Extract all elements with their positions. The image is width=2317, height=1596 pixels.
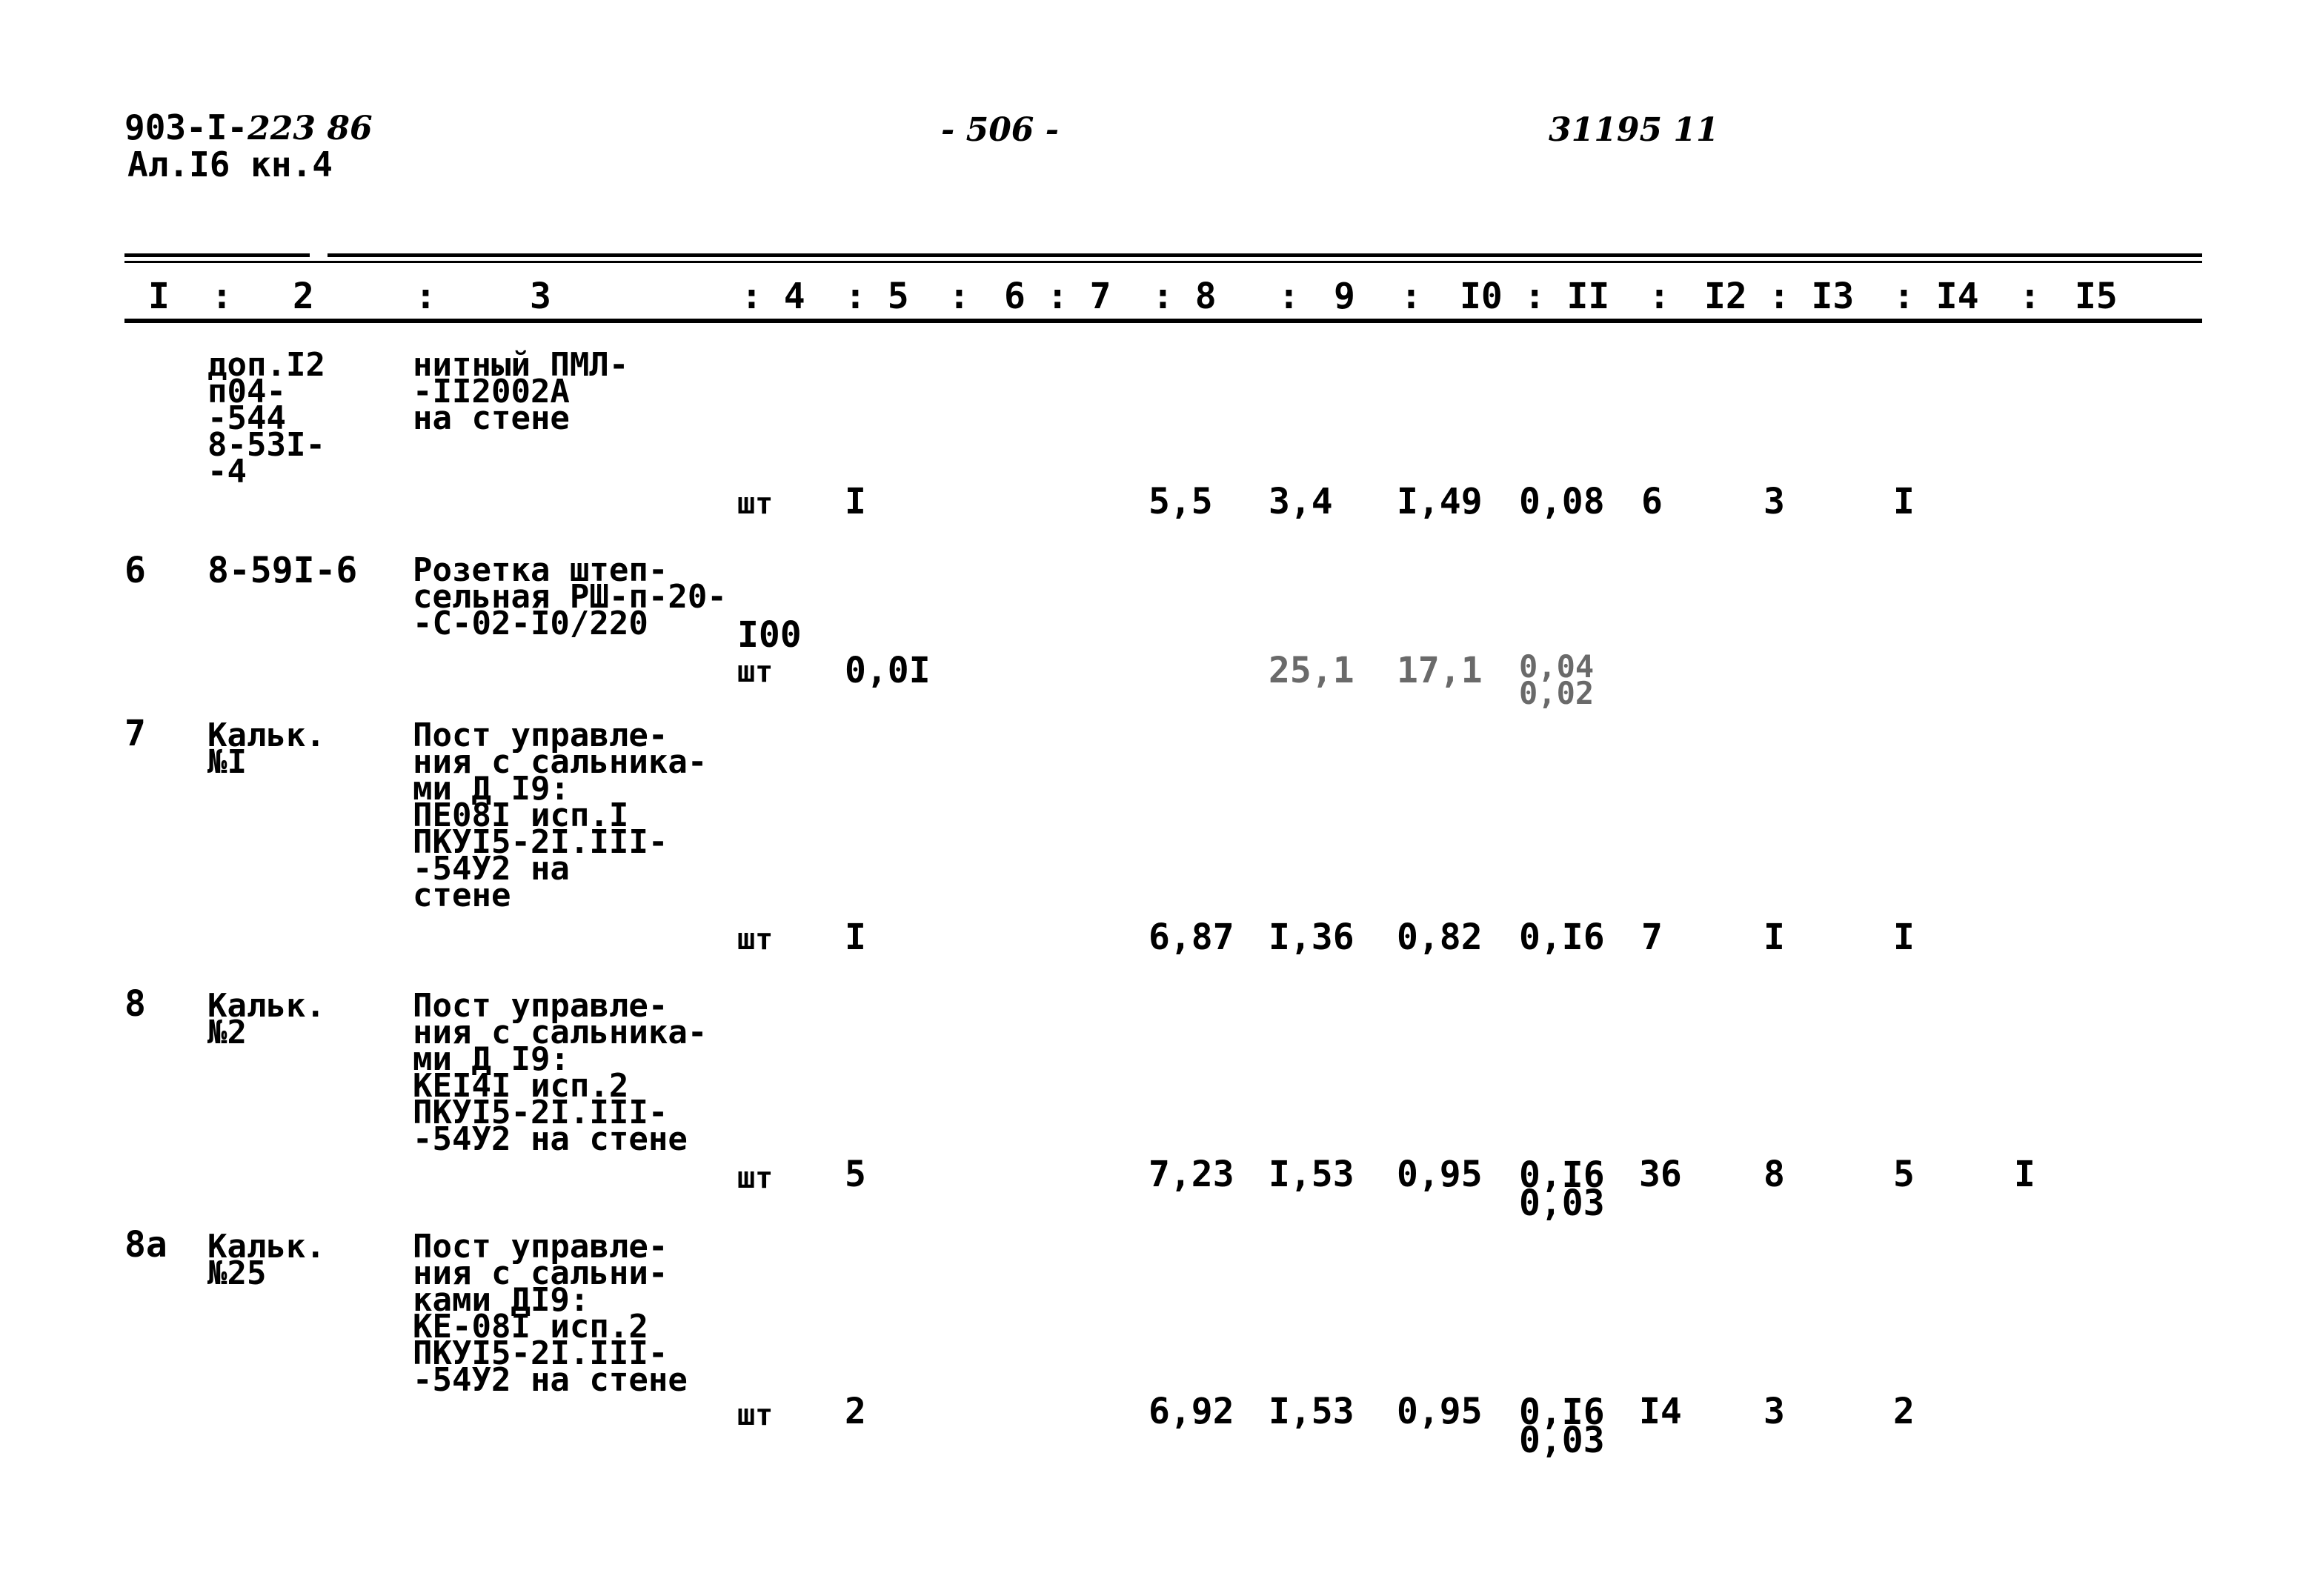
row-c11: 0,I6 0,03 [1519, 1391, 1605, 1461]
row-c13: I [1763, 917, 1785, 958]
col-header-12-13: I2 : I3 [1704, 276, 1855, 317]
row-c10: 17,1 [1397, 650, 1483, 691]
row-ref: доп.I2 п04- -544 8-53I- -4 [207, 346, 325, 491]
row-c5: 5 [845, 1154, 866, 1195]
col-header-4: : 4 [741, 276, 805, 317]
col-header-15: I5 [2075, 276, 2118, 317]
page-number: - 506 - [941, 111, 1060, 149]
row-number: 7 [124, 713, 146, 754]
row-number: 8а [124, 1224, 167, 1266]
col-header-3: 3 [530, 276, 551, 317]
col-header-8: : 8 [1152, 276, 1217, 317]
row-c5: I [845, 917, 866, 958]
row-ref: Кальк. №I [207, 716, 325, 781]
row-c9: 3,4 [1269, 481, 1333, 522]
row-c11: 0,08 [1519, 481, 1605, 522]
col-sep: : [1400, 276, 1422, 317]
document-code-handwritten: 223 86 [247, 110, 373, 147]
row-name: Розетка штеп- сельная РШ-п-20- -С-02-I0/220 [413, 551, 727, 642]
row-ref: 8-59I-6 [207, 550, 358, 591]
row-name: Пост управле- ния с сальни- ками ДI9: КЕ-08I исп.2 ПКУI5-2I.III- -54У2 на стене [413, 1228, 688, 1399]
row-unit: шт [737, 922, 774, 957]
header-bottom-rule [124, 319, 2202, 323]
document-code-prefix: 903-I- [124, 107, 248, 147]
row-c10: 0,95 [1397, 1391, 1483, 1432]
col-sep: : [1649, 276, 1670, 317]
col-header-10-11: I0 : II [1460, 276, 1610, 317]
document-code [124, 107, 373, 147]
row-unit: шт [737, 1161, 774, 1195]
row-c8: 5,5 [1148, 481, 1213, 522]
col-header-5: : 5 [845, 276, 909, 317]
row-unit: шт [737, 1398, 774, 1432]
row-c10: 0,82 [1397, 917, 1483, 958]
document-number: 31195 11 [1549, 111, 1719, 149]
row-c11: 0,I6 0,03 [1519, 1154, 1605, 1224]
row-name: Пост управле- ния с сальника- ми Д I9: КЕI4I исп.2 ПКУI5-2I.III- -54У2 на стене [413, 987, 708, 1158]
row-number: 6 [124, 550, 146, 591]
row-c10: I,49 [1397, 481, 1483, 522]
top-rule-second [124, 261, 2202, 263]
col-sep: : [211, 276, 233, 317]
row-unit: шт [737, 487, 774, 521]
row-name: Пост управле- ния с сальника- ми Д I9: ПЕ08I исп.I ПКУI5-2I.III- -54У2 на стене [413, 716, 708, 914]
row-unit: шт [737, 655, 774, 689]
row-c12: 7 [1641, 917, 1663, 958]
row-c8: 6,92 [1148, 1391, 1234, 1432]
row-c13: 3 [1763, 1391, 1785, 1432]
col-sep: : [948, 276, 970, 317]
row-unit-top: I00 [737, 614, 802, 656]
row-c5: 2 [845, 1391, 866, 1432]
row-c8: 6,87 [1148, 917, 1234, 958]
col-header-9: 9 [1334, 276, 1355, 317]
top-rule-left [124, 253, 310, 257]
col-sep: : [415, 276, 436, 317]
row-c14: I [1893, 481, 1915, 522]
row-c8: 7,23 [1148, 1154, 1234, 1195]
row-c9: I,53 [1269, 1154, 1354, 1195]
row-c13: 3 [1763, 481, 1785, 522]
col-header-2: 2 [293, 276, 314, 317]
row-c12: I4 [1639, 1391, 1682, 1432]
row-c14: 2 [1893, 1391, 1915, 1432]
col-header-1: I [148, 276, 170, 317]
row-name: нитный ПМЛ- -II2002A на стене [413, 346, 629, 437]
col-sep: : [1278, 276, 1300, 317]
row-ref: Кальк. №2 [207, 987, 325, 1051]
col-sep: : [2019, 276, 2041, 317]
row-c9: I,36 [1269, 917, 1354, 958]
top-rule-right [328, 253, 2202, 257]
row-c11: 0,04 0,02 [1519, 648, 1595, 711]
row-ref: Кальк. №25 [207, 1228, 325, 1292]
row-c12: 6 [1641, 481, 1663, 522]
row-c5: 0,0I [845, 650, 931, 691]
row-c11: 0,I6 [1519, 917, 1605, 958]
row-c10: 0,95 [1397, 1154, 1483, 1195]
row-c12: 36 [1639, 1154, 1682, 1195]
row-number: 8 [124, 983, 146, 1025]
col-header-14: : I4 [1893, 276, 1979, 317]
sheet-label: Ал.I6 кн.4 [127, 144, 333, 184]
row-c9: 25,1 [1269, 650, 1354, 691]
row-c15: I [2014, 1154, 2035, 1195]
row-c14: 5 [1893, 1154, 1915, 1195]
row-c9: I,53 [1269, 1391, 1354, 1432]
row-c5: I [845, 481, 866, 522]
row-c14: I [1893, 917, 1915, 958]
col-header-6-7: 6 : 7 [1004, 276, 1111, 317]
row-c13: 8 [1763, 1154, 1785, 1195]
